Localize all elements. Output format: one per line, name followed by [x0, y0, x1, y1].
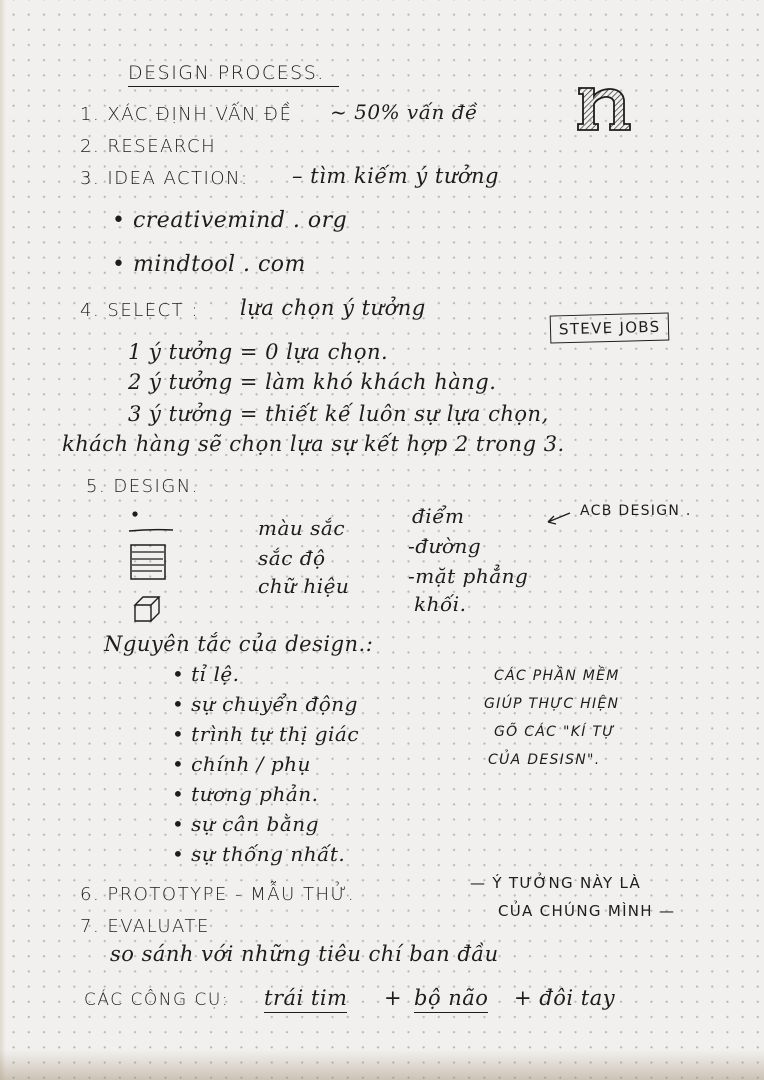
select-line-3: 3 ý tưởng = thiết kế luôn sự lựa chọn, — [128, 402, 549, 426]
principle-balance: • sự cân bằng — [172, 812, 319, 836]
arrow-left-icon — [544, 508, 574, 528]
step-3-note: – tìm kiếm ý tưởng — [292, 164, 499, 188]
step-5-label: 5. DESIGN. — [86, 476, 199, 497]
software-note-line-4: CỦA DESISN". — [488, 752, 601, 768]
step-3-label: 3. IDEA ACTION: — [80, 168, 249, 189]
step-2-label: 2. RESEARCH — [80, 136, 217, 157]
step-1-label: 1. XÁC ĐỊNH VẤN ĐỀ — [80, 104, 293, 125]
principle-visual-order: • trình tự thị giác — [172, 722, 360, 746]
principle-proportion: • tỉ lệ. — [172, 662, 240, 686]
page-title: DESIGN PROCESS. — [128, 62, 339, 87]
element-tone: sắc độ — [258, 546, 326, 570]
principle-unity: • sự thống nhất. — [172, 842, 346, 866]
element-solid: khối. — [414, 592, 467, 616]
software-note-line-2: GIÚP THỰC HIỆN — [484, 696, 620, 712]
hatched-n-logo-icon — [576, 82, 636, 132]
idea-ours-line-2: CỦA CHÚNG MÌNH — — [498, 902, 676, 920]
idea-ours-line-1: — Ý TƯỞNG NÀY LÀ — [470, 874, 642, 892]
tool-plus: + — [384, 986, 403, 1010]
principles-title: Nguyên tắc của design.: — [104, 632, 374, 656]
page-bottom-shadow — [0, 1050, 764, 1080]
element-point: điểm — [412, 504, 465, 528]
step-7-label: 7. EVALUATE — [80, 916, 210, 937]
tool-hands: + đôi tay — [514, 986, 616, 1010]
step-7-note: so sánh với những tiêu chí ban đầu — [110, 942, 499, 966]
link-creativemind: • creativemind . org — [112, 208, 348, 233]
step-1-note: ~ 50% vấn đề — [330, 100, 478, 124]
step-4-note: lựa chọn ý tưởng — [240, 296, 426, 320]
principle-contrast: • tương phản. — [172, 782, 319, 806]
tool-brain: bộ não — [414, 986, 488, 1013]
tool-heart: trái tim — [264, 986, 347, 1013]
element-line: -đường — [408, 534, 482, 558]
element-type: chữ hiệu — [258, 574, 350, 598]
element-plane: -mặt phẳng — [408, 564, 529, 588]
steve-jobs-box: STEVE JOBS — [550, 312, 670, 343]
page-edge-shadow — [0, 0, 6, 1080]
software-note-line-3: GÕ CÁC "KÍ TỰ — [494, 724, 616, 740]
select-line-2: 2 ý tưởng = làm khó khách hàng. — [128, 370, 497, 394]
step-4-label: 4. SELECT : — [80, 300, 199, 321]
step-6-label: 6. PROTOTYPE - MẪU THỬ. — [80, 884, 356, 905]
select-line-1: 1 ý tưởng = 0 lựa chọn. — [128, 340, 389, 364]
principle-primary-secondary: • chính / phụ — [172, 752, 311, 776]
element-color: màu sắc — [258, 516, 346, 540]
acb-design-annotation: ACB DESIGN . — [580, 503, 692, 519]
select-line-4: khách hàng sẽ chọn lựa sự kết hợp 2 trong 3. — [62, 432, 565, 456]
design-elements-sketch-icon — [125, 505, 180, 625]
link-mindtool: • mindtool . com — [112, 252, 306, 277]
tools-label: CÁC CÔNG CỤ: — [84, 990, 230, 1010]
principle-movement: • sự chuyển động — [172, 692, 358, 716]
software-note-line-1: CÁC PHẦN MỀM — [494, 668, 620, 684]
